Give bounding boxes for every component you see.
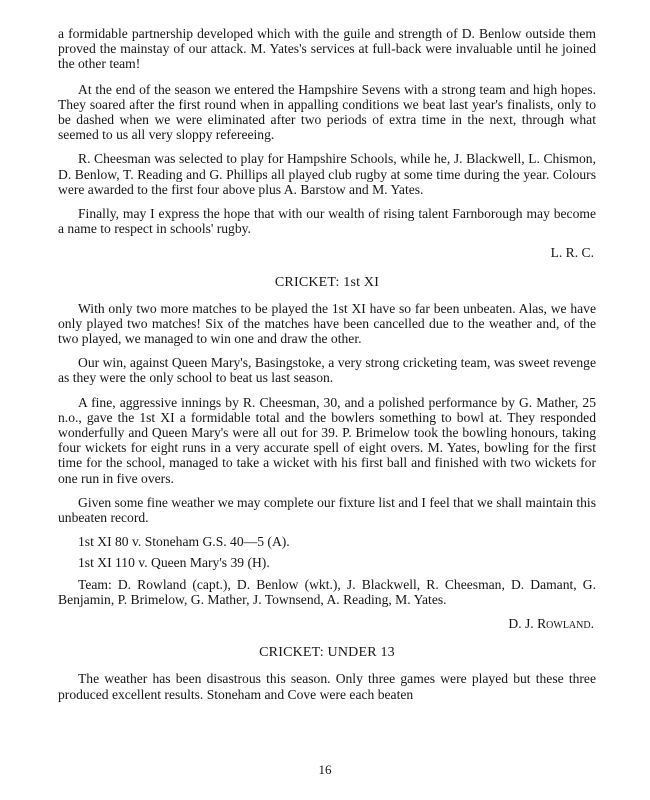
match-result-stoneham: 1st XI 80 v. Stoneham G.S. 40—5 (A). [78,534,290,550]
page-number: 16 [318,762,332,777]
rugby-paragraph-finally: Finally, may I express the hope that with our wealth of rising talent Farnborough may become a name to respect in schools' rugby. [58,206,596,237]
under13-paragraph: The weather has been disastrous this season. Only three games were played but these three produced excellent results. Stoneham and Cove were each beaten [58,671,596,702]
rugby-paragraph-selection: R. Cheesman was selected to play for Hampshire Schools, while he, J. Blackwell, L. Chismon, D. Benlow, T. Reading and G. Phillips all played club rugby at some time during the year. Colours were awarded to the first four above plus A. Barstow and M. Yates. [58,151,596,197]
rugby-paragraph-sevens: At the end of the season we entered the Hampshire Sevens with a strong team and high hopes. They soared after the first round when in appalling conditions we beat last year's finalists, only to be dashed when we were eliminated after two periods of extra time in the next, through what seemed to us all very sloppy refereeing. [58,81,596,143]
match-result-queen-marys: 1st XI 110 v. Queen Mary's 39 (H). [78,555,270,571]
cricket-paragraph-weather: Given some fine weather we may complete our fixture list and I feel that we shall maintain this unbeaten record. [58,494,596,526]
cricket-signature: D. J. Rowland. [508,616,594,632]
section-heading-cricket-under-13: CRICKET: UNDER 13 [259,645,395,661]
rugby-paragraph-continued: a formidable partnership developed which with the guile and strength of D. Benlow outside them proved the mainstay of our attack. M. Yates's services at full-back were invaluable until he joined the other team! [58,26,596,72]
cricket-paragraph-win: Our win, against Queen Mary's, Basingstoke, a very strong cricketing team, was sweet revenge as they were the only school to beat us last season. [58,355,596,386]
team-list: Team: D. Rowland (capt.), D. Benlow (wkt.), J. Blackwell, R. Cheesman, D. Damant, G. Benjamin, P. Brimelow, G. Mather, J. Townsend, A. Reading, M. Yates. [58,576,596,607]
cricket-paragraph-unbeaten: With only two more matches to be played the 1st XI have so far been unbeaten. Alas, we have only played two matches! Six of the matches have been cancelled due to the weather and, of the two played, we managed to win one and draw the other. [58,300,596,347]
cricket-paragraph-innings: A fine, aggressive innings by R. Cheesman, 30, and a polished performance by G. Mather, 25 n.o., gave the 1st XI a formidable total and the bowlers something to bowl at. They responded wonderfully and Queen Mary's were all out for 39. P. Brimelow took the bowling honours, taking four wickets for eight runs in a very accurate spell of eight overs. M. Yates, bowling for the first time for the school, managed to take a wicket with his first ball and finished with two wickets for one run in five overs. [58,394,596,486]
rugby-signature: L. R. C. [550,245,594,261]
section-heading-cricket-1st-xi: CRICKET: 1st XI [274,274,380,290]
